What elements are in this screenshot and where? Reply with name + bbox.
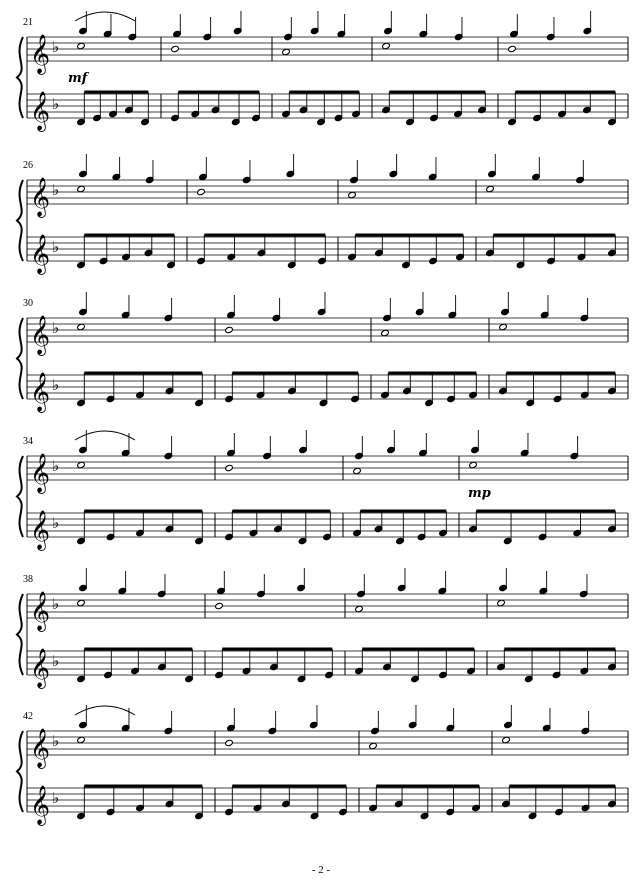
treble-clef-icon: 𝄞 <box>30 785 51 825</box>
bass-staff <box>27 510 628 551</box>
system <box>17 154 628 275</box>
key-signature-flat-icon: ♭ <box>52 38 60 56</box>
treble-clef-icon: 𝄞 <box>30 453 51 493</box>
whole-note <box>369 742 378 749</box>
systems-layer <box>17 11 628 826</box>
key-signature-flat-icon: ♭ <box>52 181 60 199</box>
treble-staff <box>27 591 628 632</box>
whole-note <box>225 464 234 471</box>
whole-note <box>77 461 86 468</box>
whole-note <box>502 736 511 743</box>
treble-staff <box>27 315 628 356</box>
treble-clef-icon: 𝄞 <box>30 372 51 412</box>
treble-clef-icon: 𝄞 <box>30 315 51 355</box>
brace-icon <box>17 318 23 399</box>
treble-clef-icon: 𝄞 <box>30 177 51 217</box>
whole-note <box>77 185 86 192</box>
measure-number: 21 <box>23 17 33 28</box>
treble-clef-icon: 𝄞 <box>30 510 51 550</box>
system <box>17 292 628 413</box>
key-signature-flat-icon: ♭ <box>52 376 60 394</box>
bass-staff <box>27 785 628 826</box>
whole-note <box>355 605 364 612</box>
treble-clef-icon: 𝄞 <box>30 648 51 688</box>
key-signature-flat-icon: ♭ <box>52 732 60 750</box>
bass-staff <box>27 372 628 413</box>
brace-icon <box>17 37 23 118</box>
page-number: - 2 - <box>311 864 331 876</box>
whole-note <box>348 191 357 198</box>
measure-number: 34 <box>23 436 33 447</box>
system <box>17 568 628 689</box>
bass-staff <box>27 91 628 132</box>
whole-note <box>469 461 478 468</box>
brace-icon <box>17 594 23 675</box>
treble-clef-icon: 𝄞 <box>30 34 51 74</box>
slur <box>75 431 135 440</box>
treble-staff <box>27 34 628 75</box>
whole-note <box>353 467 362 474</box>
whole-note <box>197 188 206 195</box>
brace-icon <box>17 456 23 537</box>
whole-note <box>486 185 495 192</box>
treble-clef-icon: 𝄞 <box>30 234 51 274</box>
measure-number: 38 <box>23 574 33 585</box>
measure-number: 30 <box>23 298 33 309</box>
system <box>17 430 628 551</box>
system <box>17 11 628 132</box>
whole-note <box>508 45 517 52</box>
whole-note <box>497 599 506 606</box>
brace-icon <box>17 731 23 812</box>
treble-staff <box>27 728 628 769</box>
brace-icon <box>17 180 23 261</box>
dynamic-marking: mf <box>68 71 88 86</box>
measure-number: 42 <box>23 711 33 722</box>
key-signature-flat-icon: ♭ <box>52 95 60 113</box>
key-signature-flat-icon: ♭ <box>52 238 60 256</box>
dynamic-marking: mp <box>468 486 491 501</box>
treble-staff <box>27 177 628 218</box>
bass-staff <box>27 648 628 689</box>
treble-clef-icon: 𝄞 <box>30 591 51 631</box>
whole-note <box>171 45 180 52</box>
whole-note <box>499 323 508 330</box>
whole-note <box>215 602 224 609</box>
key-signature-flat-icon: ♭ <box>52 319 60 337</box>
whole-note <box>77 736 86 743</box>
whole-note <box>225 739 234 746</box>
slur <box>75 12 135 21</box>
key-signature-flat-icon: ♭ <box>52 457 60 475</box>
key-signature-flat-icon: ♭ <box>52 595 60 613</box>
whole-note <box>225 326 234 333</box>
treble-staff <box>27 453 628 494</box>
whole-note <box>381 329 390 336</box>
treble-clef-icon: 𝄞 <box>30 91 51 131</box>
whole-note <box>77 323 86 330</box>
key-signature-flat-icon: ♭ <box>52 789 60 807</box>
bass-staff <box>27 234 628 275</box>
whole-note <box>282 48 291 55</box>
system <box>17 705 628 826</box>
whole-note <box>77 599 86 606</box>
key-signature-flat-icon: ♭ <box>52 652 60 670</box>
key-signature-flat-icon: ♭ <box>52 514 60 532</box>
slur <box>75 706 135 715</box>
whole-note <box>77 42 86 49</box>
whole-note <box>382 42 391 49</box>
treble-clef-icon: 𝄞 <box>30 728 51 768</box>
measure-number: 26 <box>23 160 33 171</box>
